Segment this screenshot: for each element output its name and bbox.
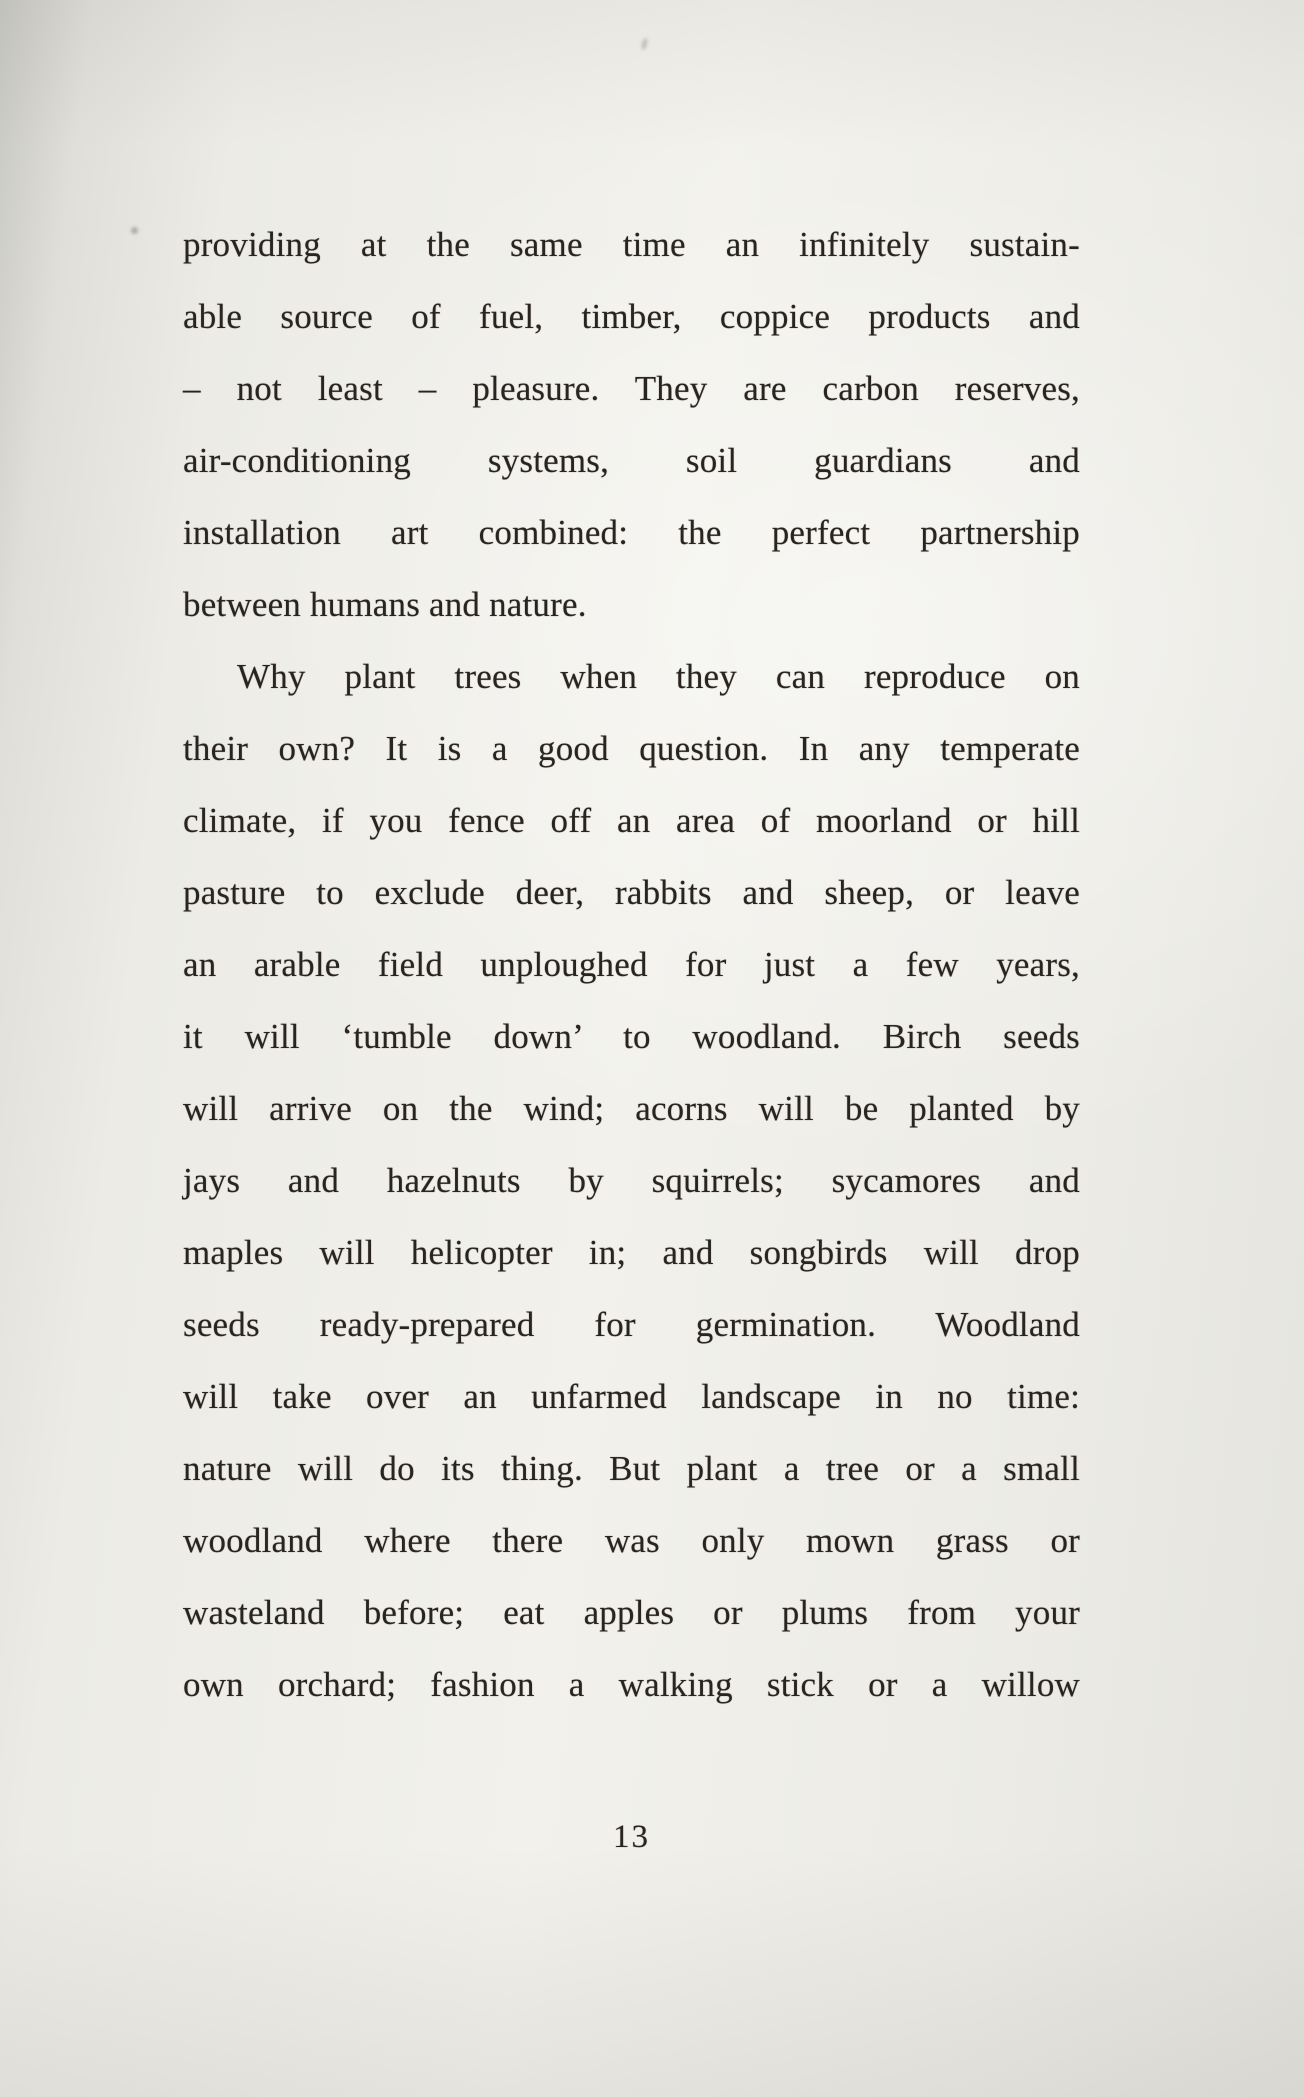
text-line: nature will do its thing. But plant a tree or a small (183, 1449, 1080, 1488)
text-line: providing at the same time an infinitely sustain- (183, 225, 1080, 264)
text-line: pasture to exclude deer, rabbits and sheep, or leave (183, 873, 1080, 912)
text-line: will arrive on the wind; acorns will be planted by (183, 1089, 1080, 1128)
paper-speck (131, 227, 138, 234)
text-block (183, 209, 1080, 1721)
text-line: it will ‘tumble down’ to woodland. Birch seeds (183, 1017, 1080, 1056)
text-line: wasteland before; eat apples or plums from your (183, 1593, 1080, 1632)
text-line: climate, if you fence off an area of moorland or hill (183, 801, 1080, 840)
text-line: woodland where there was only mown grass or (183, 1521, 1080, 1560)
text-line: Why plant trees when they can reproduce on (237, 657, 1080, 696)
text-line: their own? It is a good question. In any temperate (183, 729, 1080, 768)
text-line: will take over an unfarmed landscape in no time: (183, 1377, 1080, 1416)
text-line: seeds ready-prepared for germination. Woodland (183, 1305, 1080, 1344)
text-line: own orchard; fashion a walking stick or a willow (183, 1665, 1080, 1704)
text-line: installation art combined: the perfect partnership (183, 513, 1080, 552)
text-line: able source of fuel, timber, coppice products and (183, 297, 1080, 336)
text-line: maples will helicopter in; and songbirds will drop (183, 1233, 1080, 1272)
text-line: jays and hazelnuts by squirrels; sycamores and (183, 1161, 1080, 1200)
page-number: 13 (613, 1819, 650, 1855)
text-line: between humans and nature. (183, 585, 587, 624)
text-line: an arable field unploughed for just a few years, (183, 945, 1080, 984)
text-line: – not least – pleasure. They are carbon reserves, (183, 369, 1080, 408)
text-line: air-conditioning systems, soil guardians and (183, 441, 1080, 480)
paper-speck (641, 38, 649, 51)
